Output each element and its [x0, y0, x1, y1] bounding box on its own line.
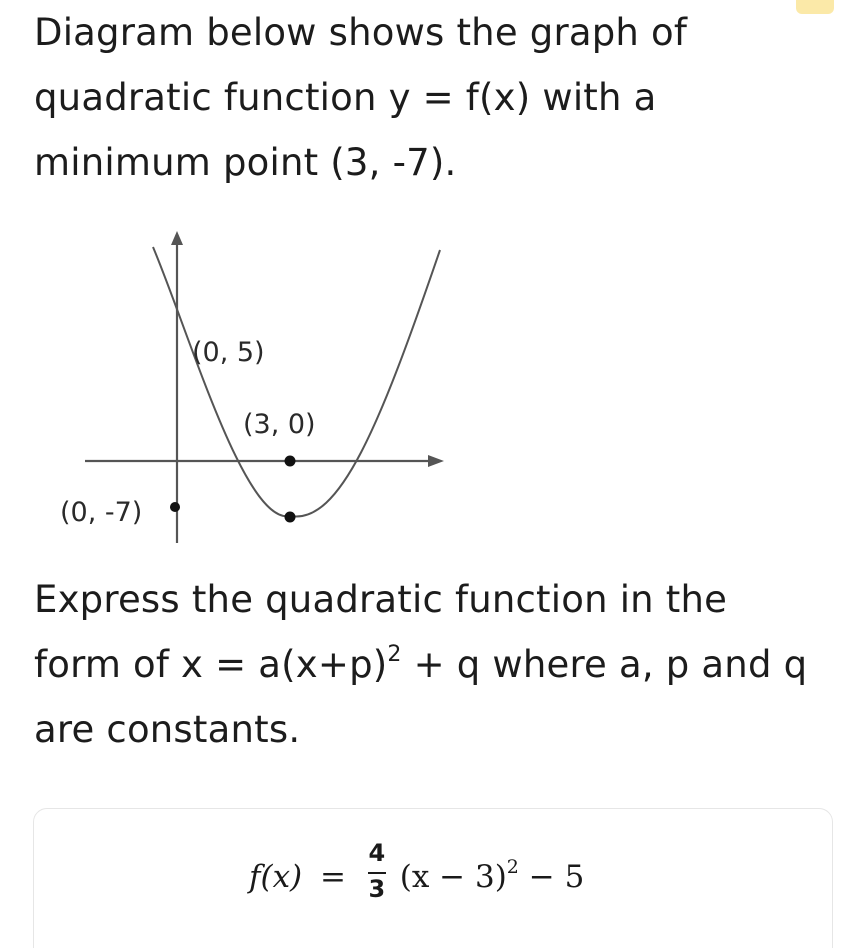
question-prompt	[34, 567, 824, 762]
intro-line-3: minimum point (3, -7).	[34, 141, 457, 184]
label-x-intercept: (3, 0)	[243, 409, 316, 440]
formula-lhs: f(x)	[249, 859, 303, 895]
fraction-bar	[368, 872, 386, 874]
parabola-curve	[153, 247, 440, 517]
point-left-dot	[170, 502, 180, 512]
formula-equals: =	[320, 859, 346, 895]
prompt-line-2-before: form of x = a(x+p)	[34, 643, 388, 686]
formula-tail: − 5	[518, 859, 585, 895]
fraction-numerator: 4	[368, 839, 386, 867]
formula-fraction	[366, 839, 388, 903]
label-y-intercept: (0, 5)	[192, 337, 265, 368]
answer-formula	[249, 839, 585, 903]
point-x-intercept-dot	[285, 456, 296, 467]
intro-line-1: Diagram below shows the graph of	[34, 11, 688, 54]
y-axis-arrow	[171, 231, 183, 245]
prompt-line-2-after: + q where a, p and q	[401, 643, 808, 686]
prompt-line-3: are constants.	[34, 708, 301, 751]
prompt-line-1: Express the quadratic function in the	[34, 578, 728, 621]
parabola-diagram	[40, 225, 480, 555]
x-axis-arrow	[428, 455, 444, 467]
answer-card[interactable]	[33, 808, 833, 948]
prompt-line-2	[34, 632, 824, 697]
point-minimum-dot	[285, 512, 296, 523]
formula-exponent: 2	[506, 856, 519, 878]
label-point-left: (0, -7)	[60, 497, 143, 528]
formula-base: (x − 3)	[399, 859, 507, 895]
question-intro	[34, 0, 824, 195]
fraction-denominator: 3	[368, 875, 386, 903]
intro-line-2: quadratic function y = f(x) with a	[34, 76, 657, 119]
prompt-line-2-superscript: 2	[387, 642, 402, 667]
